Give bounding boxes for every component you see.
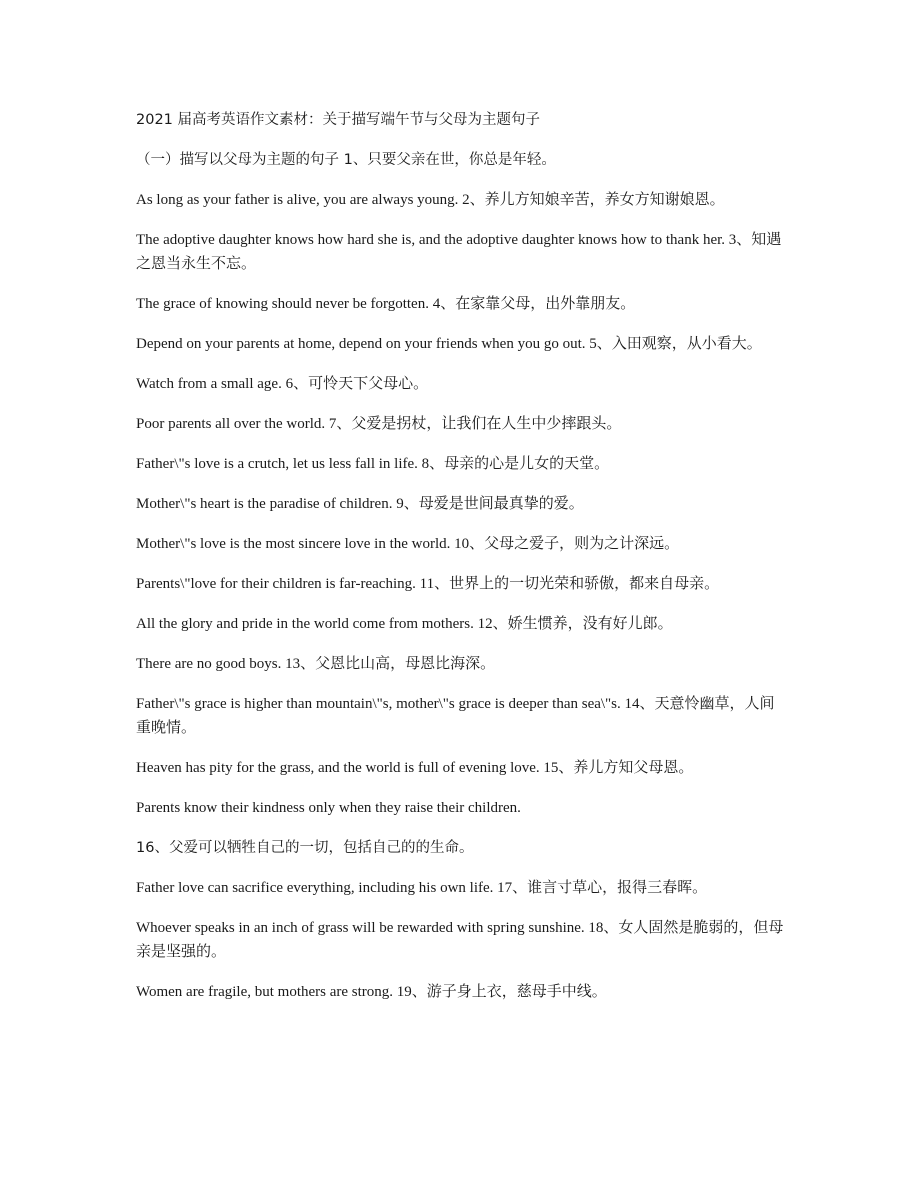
paragraph: The grace of knowing should never be forgotten. 4、在家靠父母，出外靠朋友。 [136,296,636,312]
paragraph: Poor parents all over the world. 7、父爱是拐杖，让我们在人生中少摔跟头。 [136,416,622,432]
paragraph: Father\"s grace is higher than mountain\"s, mother\"s grace is deeper than sea\"s. 14、天意怜幽草，人间重晚情。 [136,696,775,736]
paragraph: 16、父爱可以牺牲自己的一切，包括自己的的生命。 [136,840,474,856]
document-page [136,108,786,1020]
paragraph: As long as your father is alive, you are always young. 2、养儿方知娘辛苦，养女方知谢娘恩。 [136,192,725,208]
paragraph: Women are fragile, but mothers are strong. 19、游子身上衣，慈母手中线。 [136,984,607,1000]
paragraph: Parents\"love for their children is far-reaching. 11、世界上的一切光荣和骄傲，都来自母亲。 [136,576,720,592]
paragraph: Heaven has pity for the grass, and the world is full of evening love. 15、养儿方知父母恩。 [136,760,694,776]
paragraph: Watch from a small age. 6、可怜天下父母心。 [136,376,429,392]
paragraph: Mother\"s love is the most sincere love in the world. 10、父母之爱子，则为之计深远。 [136,536,680,552]
paragraph: Depend on your parents at home, depend on your friends when you go out. 5、入田观察，从小看大。 [136,336,762,352]
paragraph: There are no good boys. 13、父恩比山高，母恩比海深。 [136,656,496,672]
paragraph: All the glory and pride in the world come from mothers. 12、娇生惯养，没有好儿郎。 [136,616,673,632]
paragraph: Parents know their kindness only when they raise their children. [136,800,521,816]
paragraph: Whoever speaks in an inch of grass will be rewarded with spring sunshine. 18、女人固然是脆弱的，但母亲是坚强的。 [136,920,784,960]
paragraph: Father\"s love is a crutch, let us less fall in life. 8、母亲的心是儿女的天堂。 [136,456,610,472]
document-title: 2021 届高考英语作文素材：关于描写端午节与父母为主题句子 [136,112,541,128]
section-heading-paragraph: （一）描写以父母为主题的句子 1、只要父亲在世，你总是年轻。 [136,152,556,168]
paragraph: The adoptive daughter knows how hard she is, and the adoptive daughter knows how to thank her. 3、知遇之恩当永生不忘。 [136,232,782,272]
paragraph: Father love can sacrifice everything, including his own life. 17、谁言寸草心，报得三春晖。 [136,880,708,896]
paragraph: Mother\"s heart is the paradise of children. 9、母爱是世间最真挚的爱。 [136,496,584,512]
